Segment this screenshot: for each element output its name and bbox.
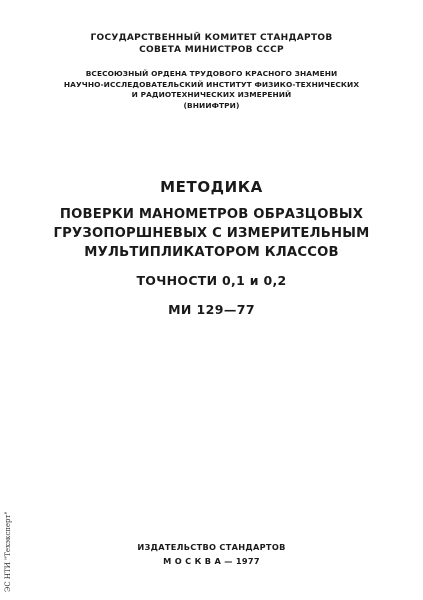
institute-line-2: НАУЧНО-ИССЛЕДОВАТЕЛЬСКИЙ ИНСТИТУТ ФИЗИКО-ТЕХНИЧЕСКИХ (63, 79, 360, 89)
committee-line-2: СОВЕТА МИНИСТРОВ СССР (139, 45, 284, 55)
publisher-name: ИЗДАТЕЛЬСТВО СТАНДАРТОВ (137, 542, 286, 552)
side-stamp: ЭС НТИ "Техэксперт" (4, 511, 12, 592)
institute-line-4: (ВНИИФТРИ) (183, 100, 240, 110)
document-number: МИ 129—77 (168, 302, 255, 317)
subtitle-line-3: МУЛЬТИПЛИКАТОРОМ КЛАССОВ (84, 245, 339, 260)
institute-header (0, 70, 423, 112)
document-title: МЕТОДИКА (160, 178, 263, 196)
committee-line-1: ГОСУДАРСТВЕННЫЙ КОМИТЕТ СТАНДАРТОВ (90, 33, 333, 43)
institute-line-3: И РАДИОТЕХНИЧЕСКИХ ИЗМЕРЕНИЙ (131, 90, 292, 100)
institute-line-1: ВСЕСОЮЗНЫЙ ОРДЕНА ТРУДОВОГО КРАСНОГО ЗНАМЕНИ (85, 69, 338, 78)
accuracy-classes: ТОЧНОСТИ 0,1 и 0,2 (136, 273, 287, 288)
publisher-city-year: М О С К В А — 1977 (163, 556, 260, 566)
document-subtitle (0, 208, 423, 265)
subtitle-line-2: ГРУЗОПОРШНЕВЫХ С ИЗМЕРИТЕЛЬНЫМ (53, 226, 370, 241)
subtitle-line-1: ПОВЕРКИ МАНОМЕТРОВ ОБРАЗЦОВЫХ (59, 207, 364, 222)
publisher-info (0, 543, 423, 571)
committee-header (0, 34, 423, 58)
